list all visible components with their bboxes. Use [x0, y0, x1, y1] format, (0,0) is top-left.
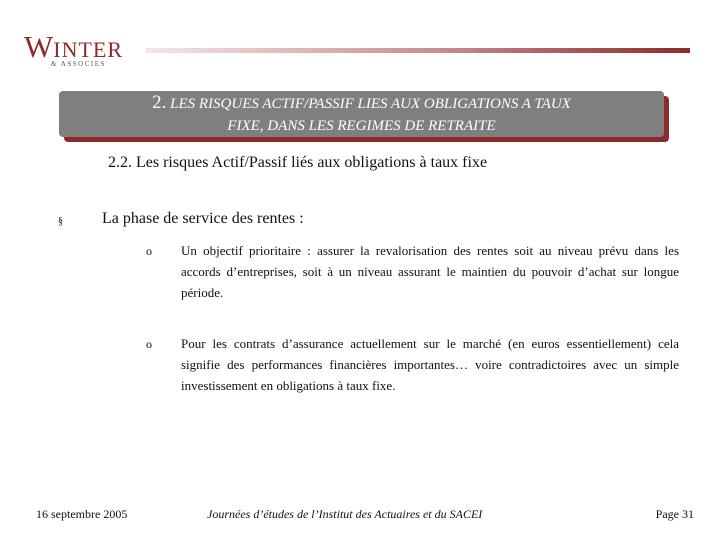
logo-initial: W	[24, 29, 54, 64]
sub-bullet-2: o	[146, 337, 152, 351]
section-heading: La phase de service des rentes :	[102, 210, 304, 227]
footer-event: Journées d’études de l’Institut des Actuaires et du SACEI	[207, 507, 483, 521]
section-bullet: §	[58, 216, 63, 227]
sub-item-1-text: Un objectif prioritaire : assurer la revalorisation des rentes soit au niveau prévu dans les accords d’entreprises, soit à un niveau assurant le maintien du pouvoir d’achat sur longue période.	[181, 243, 679, 300]
title-line-2: FIXE, DANS LES REGIMES DE RETRAITE	[227, 118, 496, 134]
sub-item-2-text: Pour les contrats d’assurance actuellement sur le marché (en euros essentiellement) cela signifie des performances financières importantes… voire contradictoires avec un simple investissement en obligations à taux fixe.	[181, 336, 679, 393]
company-logo	[24, 30, 144, 72]
logo-tagline: & ASSOCIES	[51, 60, 106, 68]
sub-bullet-1: o	[146, 244, 152, 258]
footer-date: 16 septembre 2005	[36, 507, 128, 521]
footer-page-number: Page 31	[655, 507, 694, 521]
title-line-1	[59, 92, 664, 114]
title-line-1-text: LES RISQUES ACTIF/PASSIF LIES AUX OBLIGATIONS A TAUX	[170, 96, 571, 112]
title-number: 2.	[152, 92, 167, 113]
slide-title	[59, 91, 664, 137]
header-divider	[146, 48, 690, 53]
logo-name-rest: INTER	[53, 37, 124, 62]
section-subtitle: 2.2. Les risques Actif/Passif liés aux obligations à taux fixe	[108, 154, 488, 171]
